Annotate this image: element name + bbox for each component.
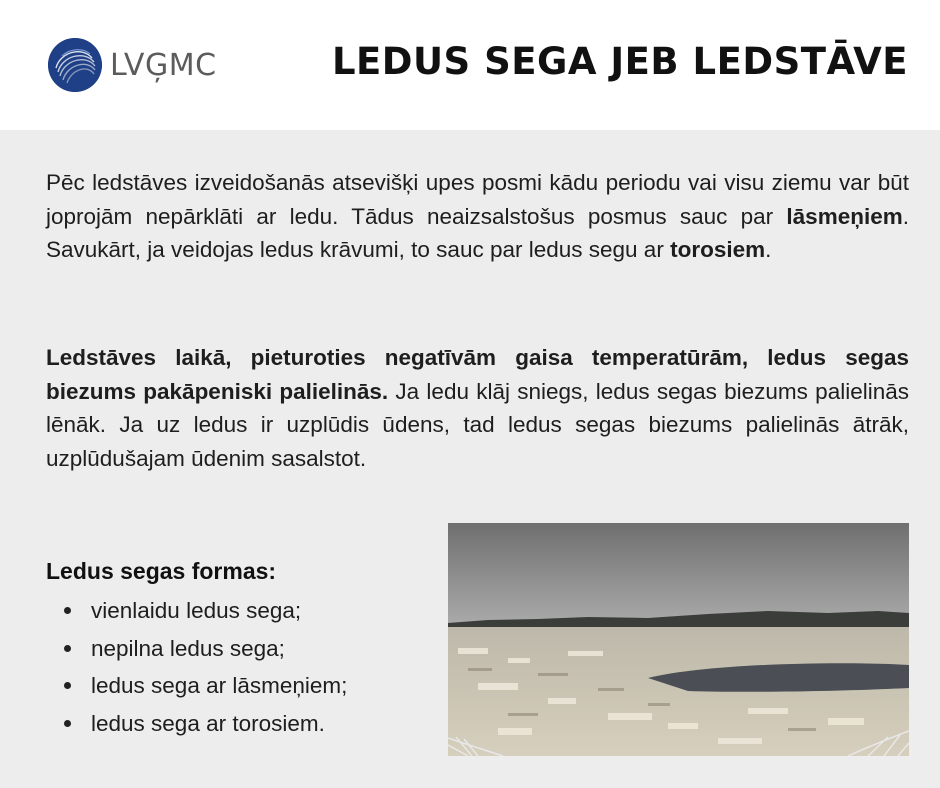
list-item (46, 705, 347, 743)
header (0, 0, 940, 130)
list-item-text: vienlaidu ledus sega; (91, 598, 302, 623)
paragraph-text: . (765, 237, 772, 262)
page-title: LEDUS SEGA JEB LEDSTĀVE (331, 40, 908, 83)
logo-text: LVĢMC (110, 47, 217, 83)
bullet-icon (64, 607, 71, 614)
term-torosi: torosiem (670, 237, 766, 262)
list-item-text: ledus sega ar lāsmeņiem; (91, 673, 348, 698)
lvgmc-logo (48, 38, 217, 92)
term-lasmeni: lāsmeņiem (786, 203, 903, 229)
paragraph-text: Ja ledu klāj sniegs, ledus segas biezums palielinās lēnāk. Ja uz ledus ir uzplūdis ūdens, tad ledus segas biezums palielinās ātrāk, uzplūdušajam ūdenim sasalstot. (46, 378, 909, 471)
paragraph-lasmeni (46, 166, 909, 267)
paragraph-bold-lead: Ledstāves laikā, pieturoties negatīvām gaisa temperatūrām, ledus segas biezums pakāpeniski palielinās. (46, 345, 909, 404)
paragraph-thickness (46, 341, 909, 475)
paragraph-text: . Savukārt, ja veidojas ledus krāvumi, to sauc par ledus segu ar (46, 203, 909, 262)
list-item (46, 592, 347, 630)
list-item-text: nepilna ledus sega; (91, 635, 285, 661)
bullet-icon (64, 720, 71, 727)
river-ice-photo (448, 523, 909, 756)
list-item (46, 667, 347, 705)
paragraph-text: Pēc ledstāves izveidošanās atsevišķi upes posmi kādu periodu vai visu ziemu var būt joprojām nepārklāti ar ledu. Tādus neaizsalstošus posmus sauc par (46, 170, 909, 229)
bullet-icon (64, 682, 71, 689)
logo-emblem-icon (48, 38, 102, 92)
forms-list (46, 592, 347, 742)
forms-heading: Ledus segas formas: (46, 558, 277, 584)
list-item (46, 630, 347, 668)
bullet-icon (64, 645, 71, 652)
list-item-text: ledus sega ar torosiem. (91, 710, 325, 736)
